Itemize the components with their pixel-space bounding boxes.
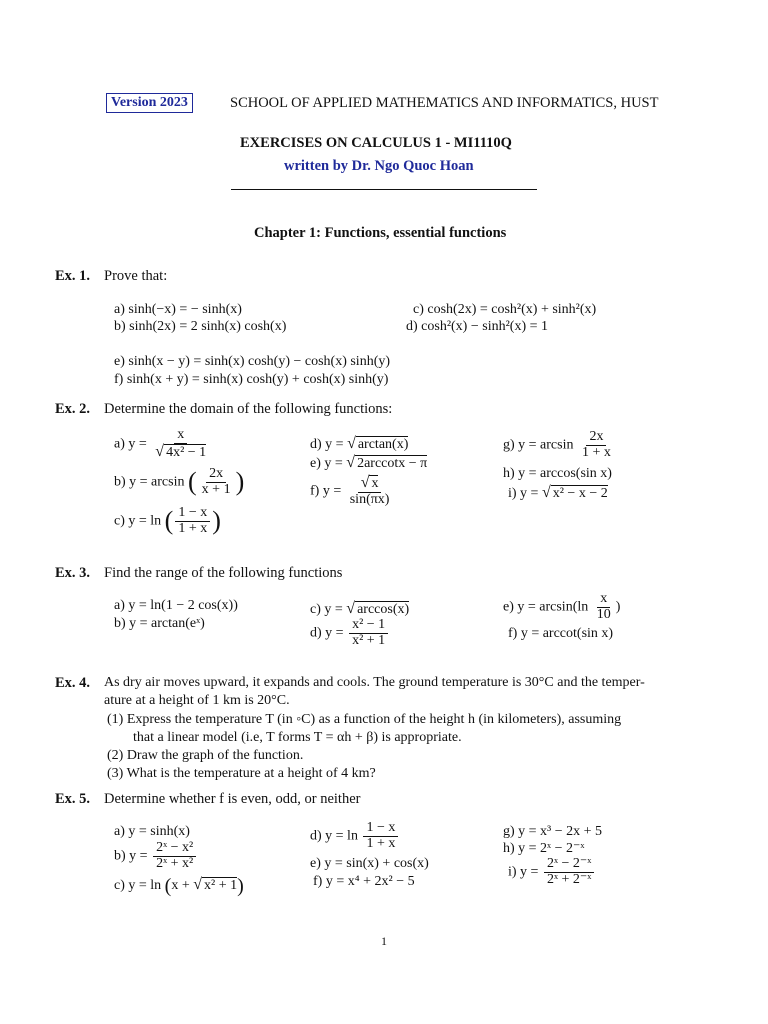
ex5-item-a: a) y = sinh(x) bbox=[114, 824, 190, 839]
ex2-a-num: x bbox=[174, 428, 187, 444]
header-rule bbox=[231, 189, 537, 190]
ex3-item-a: a) y = ln(1 − 2 cos(x)) bbox=[114, 598, 238, 613]
ex2-i-lhs: i) y = bbox=[508, 486, 539, 501]
ex5-item-g: g) y = x³ − 2x + 5 bbox=[503, 824, 603, 839]
ex4-label: Ex. 4. bbox=[55, 675, 91, 691]
ex5-d-den: 1 + x bbox=[366, 835, 396, 851]
ex5-c-lhs: c) y = ln bbox=[114, 878, 162, 894]
ex5-d-lhs: d) y = ln bbox=[310, 828, 358, 844]
ex3-item-d bbox=[310, 618, 390, 648]
ex1-label: Ex. 1. bbox=[55, 268, 91, 284]
ex5-item-h: h) y = 2ˣ − 2⁻ˣ bbox=[503, 841, 585, 856]
ex3-item-f: f) y = arccot(sin x) bbox=[508, 626, 614, 641]
ex2-c-lhs: c) y = ln bbox=[114, 513, 162, 529]
ex3-e-den: 10 bbox=[596, 606, 611, 622]
ex5-item-d bbox=[310, 821, 400, 851]
ex3-item-e bbox=[503, 592, 620, 622]
ex2-f-lhs: f) y = bbox=[310, 483, 342, 499]
ex2-item-g bbox=[503, 430, 616, 460]
ex5-item-c: c) y = ln (x + √ x² + 1) bbox=[114, 875, 244, 897]
ex5-prompt: Determine whether f is even, odd, or neither bbox=[104, 791, 361, 807]
ex3-c-lhs: c) y = bbox=[310, 602, 343, 617]
ex5-b-lhs: b) y = bbox=[114, 848, 148, 864]
ex4-part1a: (1) Express the temperature T (in ◦C) as a function of the height h (in kilometers), assuming bbox=[107, 712, 622, 727]
ex2-item-i: i) y = √ x² − x − 2 bbox=[508, 484, 608, 501]
ex2-item-a: a) y = $\frac{x}{\text{√ 4x² − 1}}$ bbox=[114, 427, 207, 460]
ex3-e-lhs: e) y = arcsin(ln bbox=[503, 599, 589, 615]
author-line: written by Dr. Ngo Quoc Hoan bbox=[284, 158, 474, 174]
ex2-g-lhs: g) y = arcsin bbox=[503, 437, 574, 453]
ex2-a-lhs: a) y = bbox=[114, 436, 147, 452]
ex2-item-b: b) y = arcsin ( $\frac{2x}{x + 1}$ ) bbox=[114, 466, 245, 497]
ex3-c-rad: arccos(x) bbox=[357, 602, 410, 617]
ex2-b-lhs: b) y = arcsin bbox=[114, 474, 185, 490]
ex2-item-d: d) y = √ arctan(x) bbox=[310, 435, 409, 452]
ex2-b-num: 2x bbox=[206, 467, 226, 483]
ex5-c-rad: x² + 1 bbox=[204, 878, 238, 894]
ex1-item-b: b) sinh(2x) = 2 sinh(x) cosh(x) bbox=[114, 319, 287, 334]
ex3-d-lhs: d) y = bbox=[310, 625, 344, 641]
ex1-item-d: d) cosh²(x) − sinh²(x) = 1 bbox=[406, 319, 548, 334]
page-number: 1 bbox=[381, 934, 387, 948]
ex5-c-body: x + bbox=[171, 878, 194, 894]
school-name: SCHOOL OF APPLIED MATHEMATICS AND INFORMATICS, HUST bbox=[230, 95, 659, 111]
ex2-g-num: 2x bbox=[586, 430, 606, 446]
ex2-item-e: e) y = √ 2arccotx − π bbox=[310, 454, 428, 471]
ex4-line2: ature at a height of 1 km is 20°C. bbox=[104, 693, 290, 708]
ex1-item-a: a) sinh(−x) = − sinh(x) bbox=[114, 302, 242, 317]
ex4-part2: (2) Draw the graph of the function. bbox=[107, 748, 304, 763]
ex2-e-rad: 2arccotx − π bbox=[357, 456, 428, 471]
ex2-b-den: x + 1 bbox=[201, 481, 231, 497]
ex3-d-num: x² − 1 bbox=[349, 618, 388, 634]
ex3-label: Ex. 3. bbox=[55, 565, 91, 581]
ex2-e-lhs: e) y = bbox=[310, 456, 343, 471]
ex3-item-b: b) y = arctan(eˣ) bbox=[114, 616, 205, 631]
ex5-item-b bbox=[114, 841, 198, 871]
ex2-f-den: sin(πx) bbox=[349, 491, 390, 507]
ex5-item-f: f) y = x⁴ + 2x² − 5 bbox=[313, 874, 415, 889]
ex1-item-e: e) sinh(x − y) = sinh(x) cosh(y) − cosh(x) sinh(y) bbox=[114, 354, 391, 369]
ex2-i-rad: x² − x − 2 bbox=[552, 486, 608, 501]
ex2-c-den: 1 + x bbox=[178, 520, 208, 536]
ex5-item-e: e) y = sin(x) + cos(x) bbox=[310, 856, 429, 871]
ex5-b-num: 2ˣ − x² bbox=[153, 841, 196, 857]
ex2-g-den: 1 + x bbox=[582, 444, 611, 460]
ex5-item-i bbox=[508, 857, 596, 887]
ex2-prompt: Determine the domain of the following functions: bbox=[104, 401, 393, 417]
ex3-d-den: x² + 1 bbox=[352, 632, 386, 648]
ex2-item-c: c) y = ln ( $\frac{1 - x}{1 + x}$ ) bbox=[114, 505, 221, 536]
ex2-a-den: 4x² − 1 bbox=[166, 444, 207, 460]
ex5-label: Ex. 5. bbox=[55, 791, 91, 807]
version-badge: Version 2023 bbox=[106, 93, 193, 113]
ex2-c-num: 1 − x bbox=[175, 506, 210, 522]
ex2-d-rad: arctan(x) bbox=[357, 437, 409, 452]
ex5-i-den: 2ˣ + 2⁻ˣ bbox=[546, 871, 592, 887]
ex2-f-num: x bbox=[371, 476, 379, 491]
ex2-item-h: h) y = arccos(sin x) bbox=[503, 466, 612, 481]
ex1-item-f: f) sinh(x + y) = sinh(x) cosh(y) + cosh(x) sinh(y) bbox=[114, 372, 389, 387]
ex4-part3: (3) What is the temperature at a height of 4 km? bbox=[107, 766, 376, 781]
ex2-label: Ex. 2. bbox=[55, 401, 91, 417]
ex5-b-den: 2ˣ + x² bbox=[156, 855, 194, 871]
ex3-e-num: x bbox=[597, 592, 610, 608]
ex5-i-lhs: i) y = bbox=[508, 864, 539, 880]
ex2-item-f: f) y = $\frac{√ x}{\sin(\pi x)}$ bbox=[310, 475, 394, 507]
ex5-i-num: 2ˣ − 2⁻ˣ bbox=[544, 857, 594, 873]
document-title: EXERCISES ON CALCULUS 1 - MI1110Q bbox=[240, 135, 512, 151]
ex5-d-num: 1 − x bbox=[363, 821, 398, 837]
ex1-item-c: c) cosh(2x) = cosh²(x) + sinh²(x) bbox=[413, 302, 597, 317]
ex4-part1b: that a linear model (i.e, T forms T = αh + β) is appropriate. bbox=[133, 730, 462, 745]
chapter-heading: Chapter 1: Functions, essential functions bbox=[254, 225, 507, 241]
ex4-line1: As dry air moves upward, it expands and cools. The ground temperature is 30°C and the temper- bbox=[104, 675, 645, 690]
ex3-item-c: c) y = √ arccos(x) bbox=[310, 600, 410, 617]
ex3-e-rhs: ) bbox=[615, 599, 621, 615]
ex3-prompt: Find the range of the following functions bbox=[104, 565, 343, 581]
ex1-prompt: Prove that: bbox=[104, 268, 168, 284]
ex2-d-lhs: d) y = bbox=[310, 437, 344, 452]
